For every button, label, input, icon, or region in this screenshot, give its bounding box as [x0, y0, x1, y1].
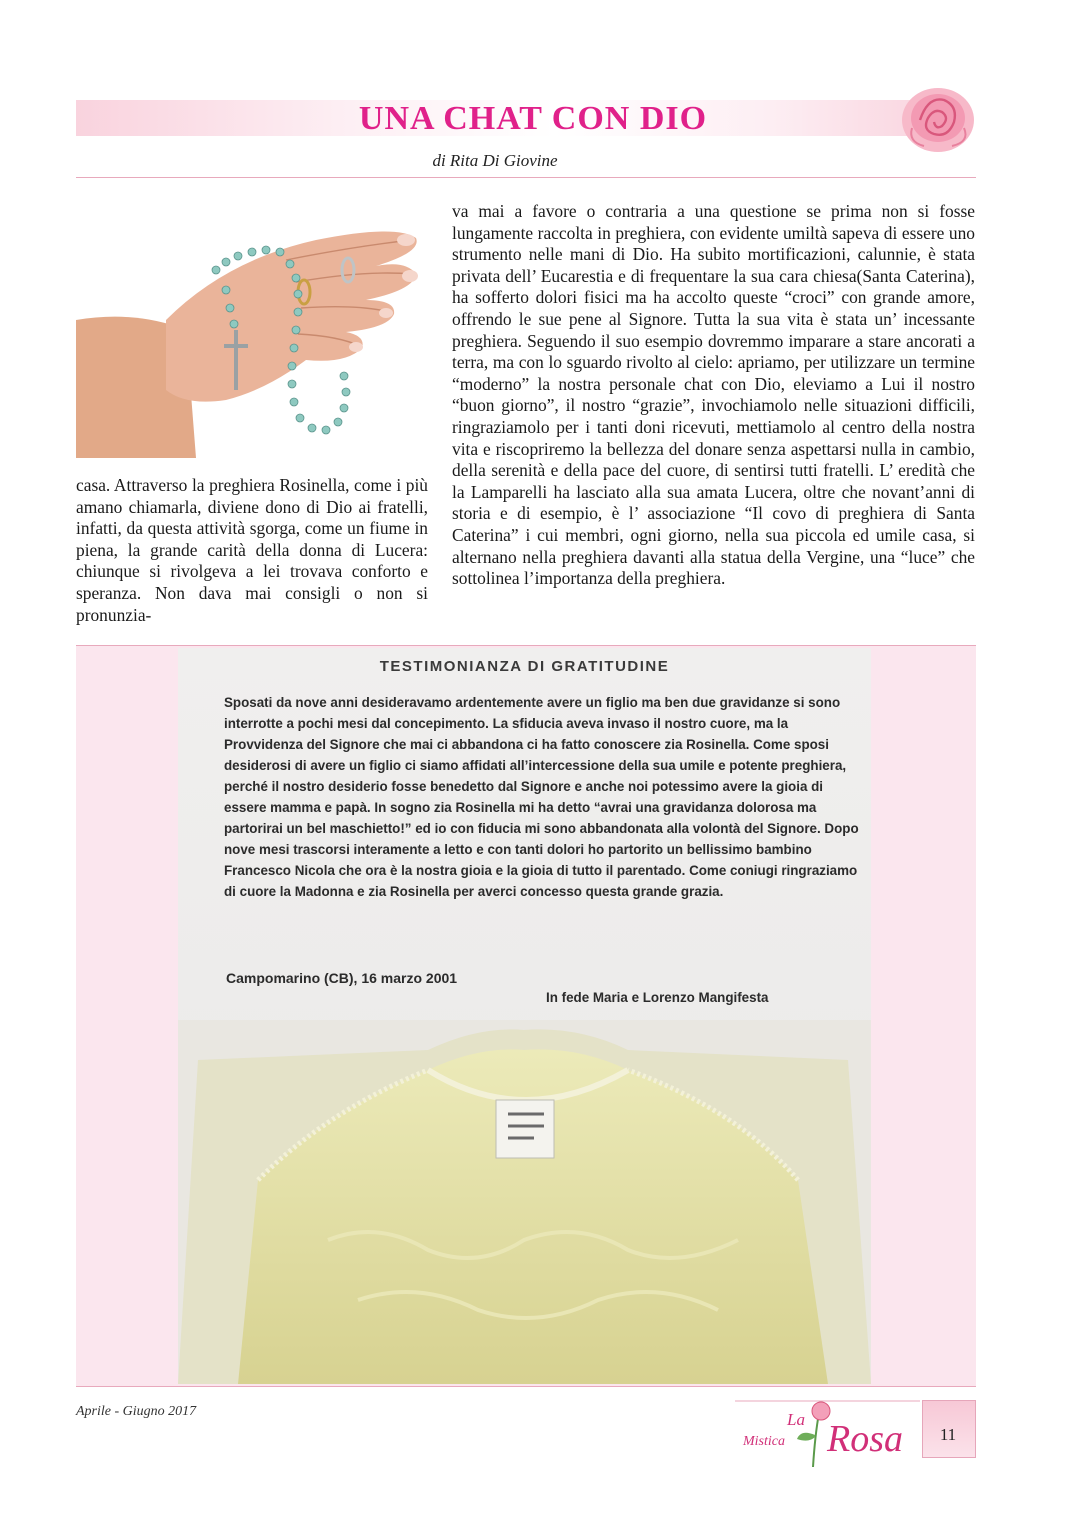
magazine-logo — [735, 1395, 920, 1470]
article-column-left: casa. Attraverso la preghiera Rosinella, come i più amano chiamarla, diviene dono di Dio ai fratelli, infatti, da questa attività sgorga, come un fiume in piena, la grande carità della donna di Lucera: chiunque si rivolgeva a lei trovava conforto e speranza. Non dava mai consigli o non si pronunzia- — [76, 475, 428, 625]
testimony-photo — [178, 648, 871, 1384]
logo-word-la: La — [787, 1410, 805, 1429]
testimony-place-date: Campomarino (CB), 16 marzo 2001 — [226, 970, 458, 986]
article-title: UNA CHAT CON DIO — [358, 100, 708, 137]
testimony-signature: In fede Maria e Lorenzo Mangifesta — [546, 990, 769, 1005]
testimony-heading: TESTIMONIANZA DI GRATITUDINE — [379, 658, 670, 675]
testimony-body: Sposati da nove anni desideravamo ardentemente avere un figlio ma ben due gravidanze si sono interrotte a pochi mesi dal concepimento. La sfiducia aveva invaso il nostro cuore, ma la Provvidenza del Signore che mai ci abbandona ci ha fatto conoscere zia Rosinella. Come sposi desiderosi di avere un figlio ci siamo affidati all’intercessione della sua umile e potente preghiera, perché il nostro desiderio fosse benedetto dal Signore e anche noi potessimo avere la gioia di essere mamma e papà. In sogno zia Rosinella mi ha detto “avrai una gravidanza dolorosa ma partorirai un bel maschietto!” ed io con fiducia mi sono abbandonata alla volontà del Signore. Dopo nove mesi trascorsi interamente a letto e con tanti dolori ho partorito un bellissimo bambino Francesco Nicola che ora è la nostra gioia e la gioia di tutto il parentado. Come coniugi ringraziamo di cuore la Madonna e zia Rosinella per averci concesso questa grande grazia. — [224, 695, 859, 899]
baby-garment-image — [178, 1020, 871, 1384]
byline: di Rita Di Giovine — [432, 151, 558, 170]
rose-icon — [898, 82, 978, 154]
logo-word-mistica: Mistica — [743, 1434, 785, 1449]
logo-word-rosa: Rosa — [827, 1418, 903, 1460]
page-number: 11 — [939, 1425, 957, 1444]
issue-date: Aprile - Giugno 2017 — [76, 1404, 197, 1419]
article-column-right: va mai a favore o contraria a una questione se prima non si fosse lungamente raccolta in preghiera, con evidente umiltà sapeva di essere uno strumento nelle mani di Dio. Ha subito mortificazioni, calunnie, è stata privata dell’ Eucarestia e di frequentare la sua cara chiesa(Santa Caterina), ha sofferto dolori fisici ma ha accolto queste “croci” con grande amore, offrendo le sue pene al Signore. Tutta la sua vita è stata un’ incessante preghiera. Seguendo il suo esempio dovremmo imparare a stare ancorati a terra, ma con lo sguardo rivolto al cielo: apriamo, per utilizzare un termine “moderno” la nostra personale chat con Dio, eleviamo a Lui il nostro “buon giorno”, il nostro “grazie”, invochiamolo nelle situazioni difficili, ringraziamolo per i tanti doni ricevuti, mettiamolo al centro della nostra vita e riscopriremo la bellezza del donare senza aspettarsi nulla in cambio, della serenità e della pace del cuore, di sentirsi tutti fratelli. L’ eredità che la Lamparelli ha lasciato alla sua amata Lucera, oltre che novant’anni di storia e di esempio, è l’ associazione “Il covo di preghiera di Santa Caterina” i cui membri, ogni giorno, nella sua piccola ed umile casa, si alternano nella preghiera davanti alla statua della Vergine, una “luce” che sottolinea l’importanza della preghiera. — [452, 201, 975, 589]
header-rule — [76, 177, 976, 178]
rosary-hand-photo — [76, 200, 430, 458]
